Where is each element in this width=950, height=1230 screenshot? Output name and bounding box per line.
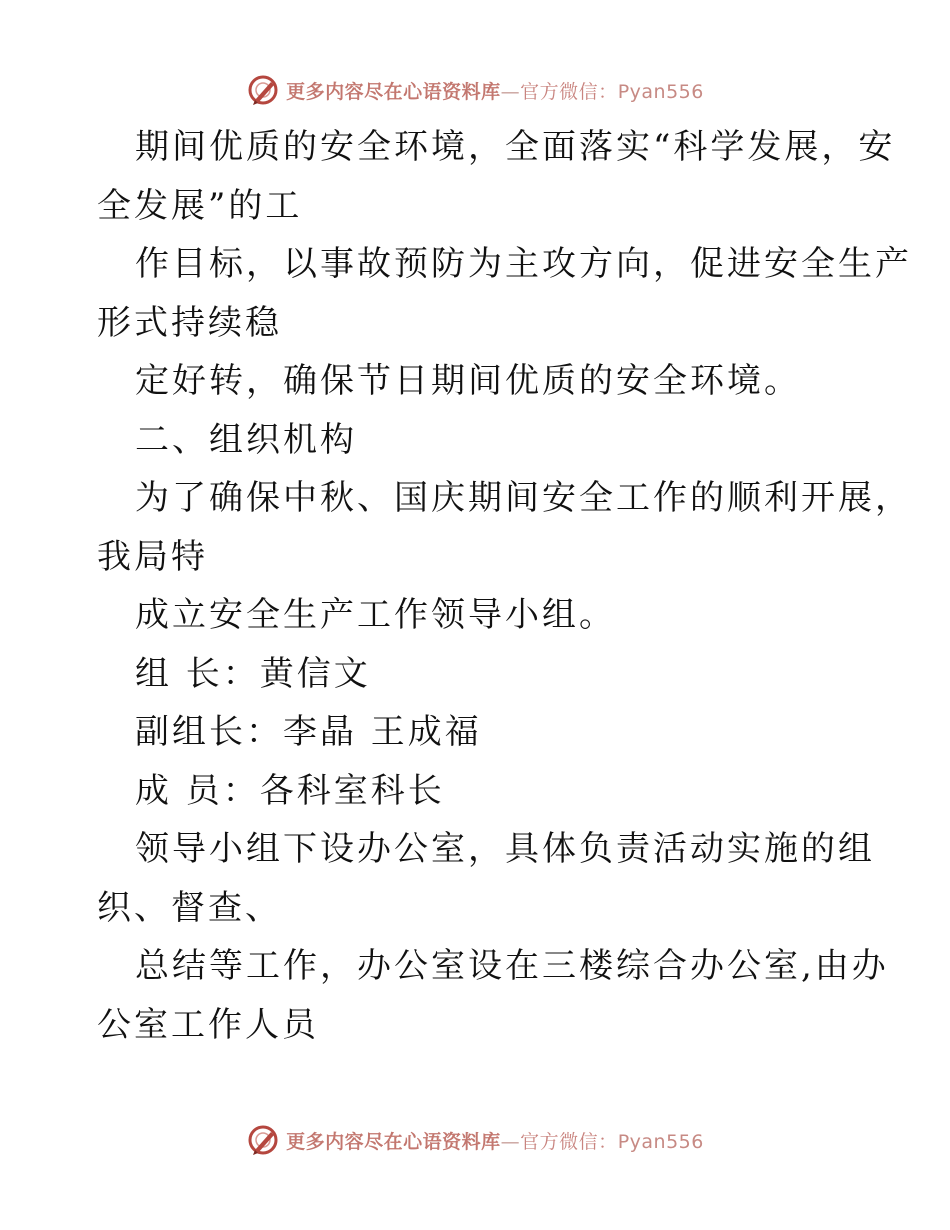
footer-watermark bbox=[0, 1120, 950, 1160]
watermark-label: 官方微信： bbox=[520, 80, 618, 103]
body-line: 期间优质的安全环境，全面落实“科学发展，安 bbox=[135, 127, 896, 167]
section-heading: 二、组织机构 bbox=[135, 419, 357, 460]
pen-logo-icon bbox=[246, 1123, 280, 1157]
pen-logo-icon bbox=[246, 73, 280, 107]
watermark-text bbox=[286, 77, 704, 104]
watermark-separator: — bbox=[500, 80, 521, 103]
members-line: 成 员：各科室科长 bbox=[135, 770, 445, 811]
body-line: 公室工作人员 bbox=[97, 1004, 319, 1045]
watermark-brand: 更多内容尽在心语资料库 bbox=[286, 1130, 501, 1153]
watermark-wechat-id: Pyan556 bbox=[617, 80, 704, 103]
deputy-leader-line: 副组长：李晶 王成福 bbox=[135, 712, 482, 752]
watermark-group bbox=[246, 73, 704, 107]
body-line: 全发展”的工 bbox=[97, 185, 303, 226]
watermark-separator: — bbox=[500, 1130, 521, 1153]
body-line: 定好转，确保节日期间优质的安全环境。 bbox=[135, 361, 801, 401]
body-line: 织、督查、 bbox=[97, 887, 282, 928]
group-leader-line: 组 长：黄信文 bbox=[135, 653, 371, 694]
watermark-group bbox=[246, 1123, 704, 1157]
watermark-text bbox=[286, 1127, 704, 1154]
body-line: 作目标，以事故预防为主攻方向，促进安全生产 bbox=[135, 244, 912, 284]
body-line: 领导小组下设办公室，具体负责活动实施的组 bbox=[135, 829, 875, 869]
body-line: 为了确保中秋、国庆期间安全工作的顺利开展， bbox=[135, 478, 912, 518]
watermark-brand: 更多内容尽在心语资料库 bbox=[286, 80, 501, 103]
watermark-wechat-id: Pyan556 bbox=[617, 1130, 704, 1153]
body-line: 成立安全生产工作领导小组。 bbox=[135, 595, 616, 635]
body-line: 我局特 bbox=[97, 536, 208, 577]
body-line: 形式持续稳 bbox=[97, 302, 282, 343]
document-body bbox=[97, 118, 912, 1054]
header-watermark bbox=[0, 70, 950, 110]
body-line: 总结等工作，办公室设在三楼综合办公室,由办 bbox=[135, 946, 889, 986]
watermark-label: 官方微信： bbox=[520, 1130, 618, 1153]
